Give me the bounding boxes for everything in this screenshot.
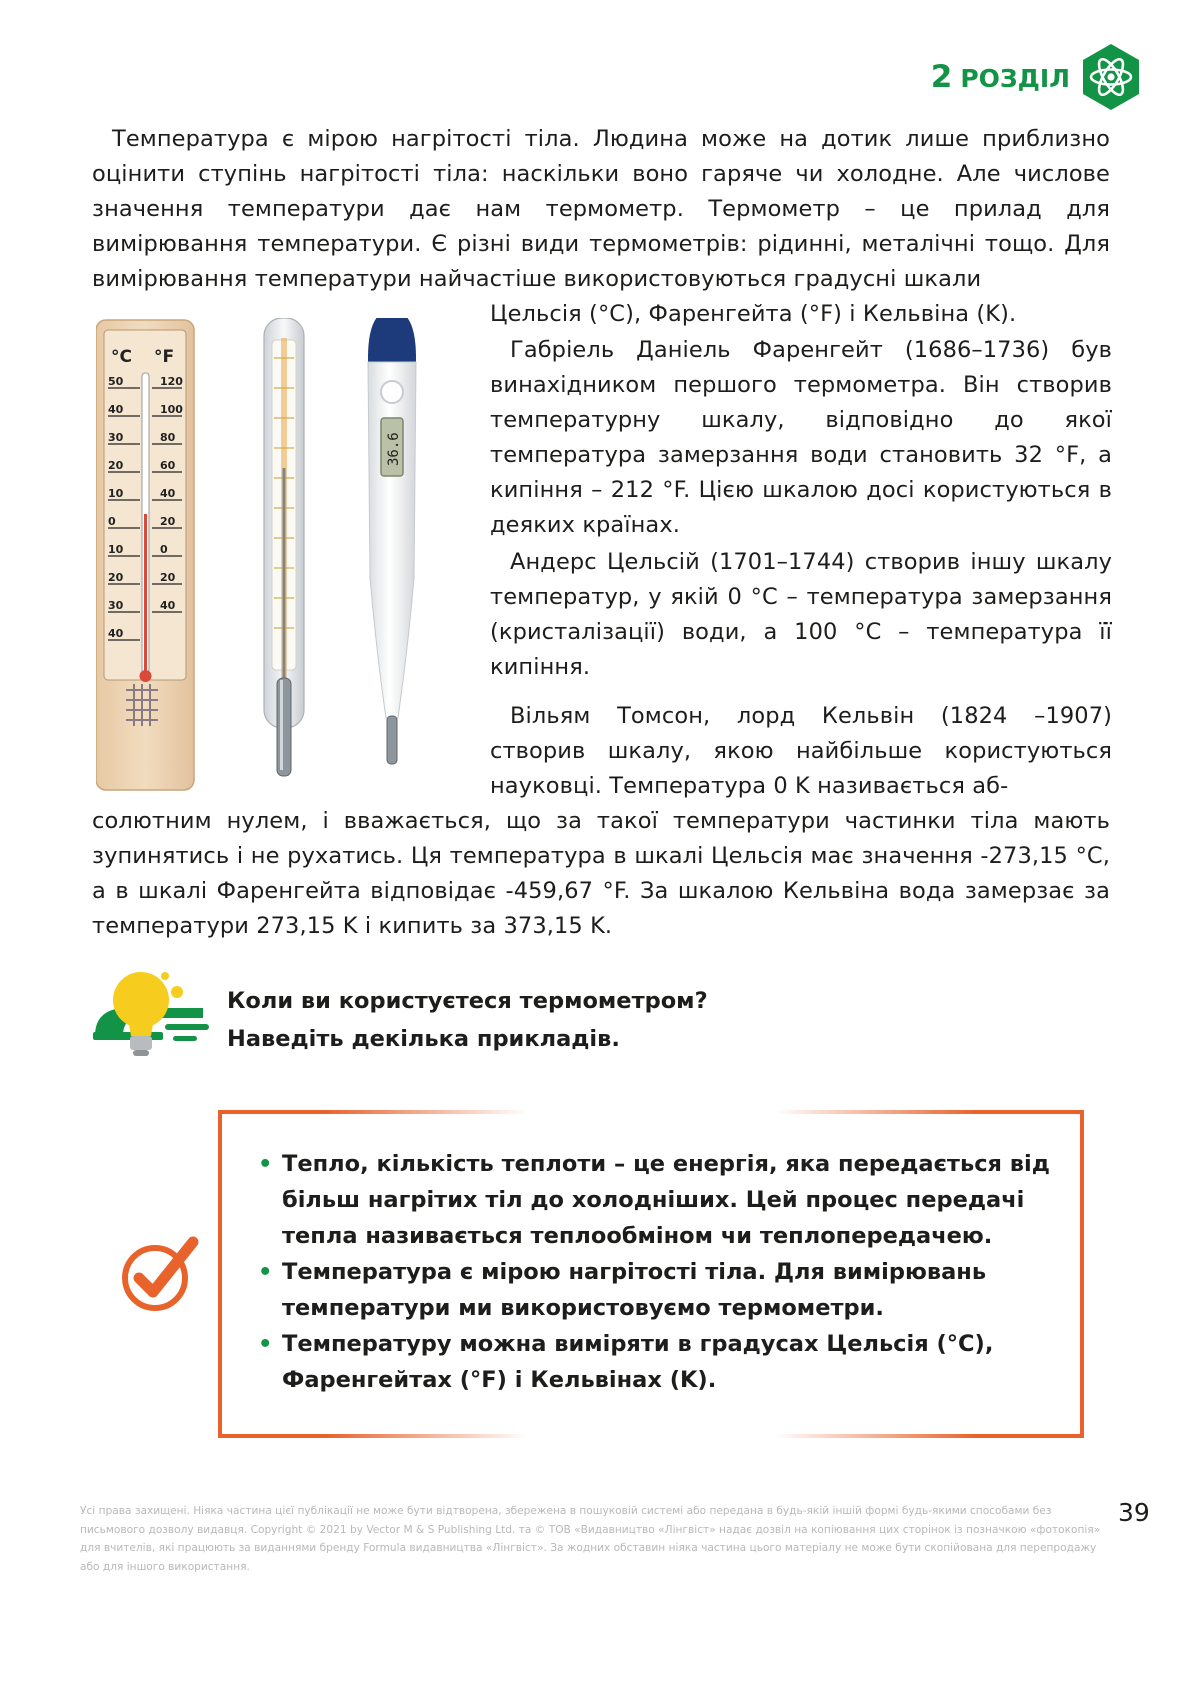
celsius-tick-label: 40 (108, 627, 124, 640)
question-block (93, 966, 708, 1062)
fahrenheit-tick-label: 100 (160, 403, 183, 416)
celsius-tick-label: 40 (108, 403, 124, 416)
page-number: 39 (1118, 1498, 1150, 1527)
celsius-tick-label: 0 (108, 515, 116, 528)
kelvin-paragraph-tail: солютним нулем, і вважається, що за такої температури частинки тіла мають зупинятись і не рухатись. Ця температура в шкалі Цельсія має значення -273,15 °C, а в шкалі Фаренгейта відповідає -459,67 °F. За шкалою Кельвіна вода замерзає за температури 273,15 K і кипить за 373,15 K. (92, 808, 1110, 939)
fahrenheit-tick-label: 80 (160, 431, 176, 444)
thermometers-illustration (96, 318, 468, 794)
fahrenheit-tick-label: 120 (160, 375, 183, 388)
fahrenheit-tick-label: 20 (160, 515, 176, 528)
celsius-tick-label: 10 (108, 543, 124, 556)
celsius-tick-label: 20 (108, 571, 124, 584)
question-line-1: Коли ви користуєтеся термометром? (227, 988, 708, 1014)
chapter-label (931, 59, 1070, 95)
chapter-number: 2 (930, 59, 953, 95)
chapter-header (931, 42, 1142, 112)
glass-thermometer (264, 318, 304, 776)
checkmark-icon (119, 1234, 199, 1314)
intro-paragraph-tail: Цельсія (°C), Фаренгейта (°F) і Кельвіна (K). (490, 301, 1017, 327)
intro-paragraph: Температура є мірою нагрітості тіла. Людина може на дотик лише приблизно оцінити ступінь нагрітості тіла: наскільки воно гаряче чи холодне. Але числове значення температури дає нам термометр. Термометр – це прилад для вимірювання температури. Є різні види термометрів: рідинні, металічні тощо. Для вимірювання температури найчастіше використовуються градусні шкали (92, 126, 1110, 292)
summary-box (218, 1110, 1084, 1438)
atom-icon (1080, 42, 1142, 112)
fahrenheit-tick-label: 20 (160, 571, 176, 584)
fahrenheit-paragraph: Габріель Даніель Фаренгейт (1686–1736) був винахідником першого термометра. Він створив температурну шкалу, відповідно до якої температура замерзання води становить 32 °F, а кипіння – 212 °F. Цією шкалою досі користуються в деяких країнах. (490, 337, 1112, 538)
celsius-tick-label: 30 (108, 599, 124, 612)
celsius-paragraph: Андерс Цельсій (1701–1744) створив іншу шкалу температур, у якій 0 °C – температура замерзання (кристалізації) води, а 100 °C – температура її кипіння. (490, 549, 1112, 680)
fahrenheit-unit: °F (154, 347, 175, 367)
question-text (227, 982, 708, 1058)
question-line-2: Наведіть декілька прикладів. (227, 1026, 620, 1052)
fahrenheit-tick-label: 40 (160, 487, 176, 500)
digital-thermometer (368, 318, 416, 764)
summary-list (258, 1146, 1058, 1398)
summary-item: • Температура є мірою нагрітості тіла. Для вимірювань температури ми використовуємо термометри. (258, 1254, 1058, 1326)
celsius-tick-label: 10 (108, 487, 124, 500)
celsius-unit: °C (111, 347, 132, 367)
celsius-tick-label: 20 (108, 459, 124, 472)
summary-item: • Тепло, кількість теплоти – це енергія, яка передається від більш нагрітих тіл до холодніших. Цей процес передачі тепла називається теплообміном чи теплопередачею. (258, 1146, 1058, 1254)
wall-thermometer (96, 320, 194, 790)
fahrenheit-tick-label: 0 (160, 543, 168, 556)
copyright-notice: Усі права захищені. Ніяка частина цієї публікації не може бути відтворена, збережена в пошуковій системі або передана в будь-якій іншій формі будь-якими способами без письмового дозволу видавця. Copyright © 2021 by Vector M & S Publishing Ltd. та © ТОВ «Видавництво «Лінгвіст» надає дозвіл на копіювання цих сторінок із позначкою «фотокопія» для вчителів, які працюють за виданнями бренду Formula видавництва «Лінгвіст». За жодних обставин ніяка частина цього матеріалу не може бути скопійована для перепродажу або для іншого використання. (80, 1505, 1101, 1573)
digital-display: 36.6 (386, 432, 402, 466)
lightbulb-icon (93, 966, 213, 1062)
kelvin-paragraph: Вільям Томсон, лорд Кельвін (1824 –1907) створив шкалу, якою найбільше користуються науковці. Температура 0 K називається аб- (490, 703, 1112, 799)
fahrenheit-tick-label: 60 (160, 459, 176, 472)
celsius-tick-label: 50 (108, 375, 124, 388)
summary-item: • Температуру можна виміряти в градусах Цельсія (°C), Фаренгейтах (°F) і Кельвінах (K). (258, 1326, 1058, 1398)
celsius-tick-label: 30 (108, 431, 124, 444)
chapter-word: РОЗДІЛ (960, 64, 1070, 93)
fahrenheit-tick-label: 40 (160, 599, 176, 612)
